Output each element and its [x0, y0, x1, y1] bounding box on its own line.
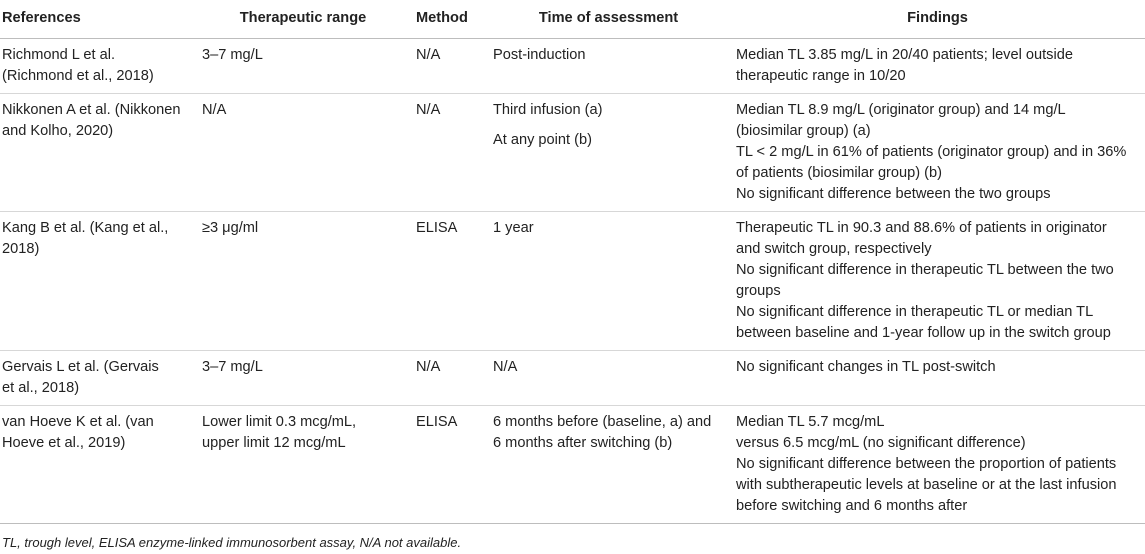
range-line: 3–7 mg/L [202, 47, 263, 63]
reference-line: et al., 2018) [2, 380, 80, 396]
findings-line: before switching and 6 months after [736, 498, 968, 514]
cell-time [487, 351, 730, 406]
header-references: References [0, 0, 196, 39]
reference-line: Gervais L et al. (Gervais [2, 359, 159, 375]
cell-range [196, 212, 410, 351]
cell-reference [0, 406, 196, 524]
findings-line: No significant difference in therapeutic TL or median TL [736, 304, 1094, 320]
reference-line: Kang B et al. (Kang et al., [2, 220, 169, 236]
cell-reference [0, 94, 196, 212]
findings-line: No significant changes in TL post-switch [736, 359, 996, 375]
reference-line: 2018) [2, 241, 40, 257]
reference-line: and Kolho, 2020) [2, 123, 114, 139]
cell-time [487, 94, 730, 212]
findings-line: of patients (biosimilar group) (b) [736, 165, 943, 181]
range-line: upper limit 12 mcg/mL [202, 435, 346, 451]
findings-line: versus 6.5 mcg/mL (no significant difference) [736, 435, 1026, 451]
cell-range [196, 39, 410, 94]
cell-method: N/A [410, 94, 487, 212]
time-line: Post-induction [493, 47, 586, 63]
time-line: 6 months before (baseline, a) and [493, 414, 712, 430]
cell-time [487, 39, 730, 94]
cell-method: N/A [410, 39, 487, 94]
cell-method: ELISA [410, 406, 487, 524]
range-line: N/A [202, 102, 227, 118]
cell-time [487, 406, 730, 524]
table-footnote: TL, trough level, ELISA enzyme-linked immunosorbent assay, N/A not available. [2, 535, 462, 550]
cell-reference [0, 39, 196, 94]
table-row [0, 39, 1145, 94]
cell-findings [730, 406, 1145, 524]
findings-line: Median TL 3.85 mg/L in 20/40 patients; level outside [736, 47, 1073, 63]
time-line: 6 months after switching (b) [493, 435, 673, 451]
findings-line: No significant difference between the two groups [736, 186, 1051, 202]
findings-line: between baseline and 1-year follow up in the switch group [736, 325, 1111, 341]
reference-line: (Richmond et al., 2018) [2, 68, 154, 84]
findings-line: Median TL 8.9 mg/L (originator group) and 14 mg/L [736, 102, 1066, 118]
table-row [0, 94, 1145, 212]
range-line: ≥3 μg/ml [202, 220, 259, 236]
cell-reference [0, 212, 196, 351]
reference-line: Richmond L et al. [2, 47, 116, 63]
cell-findings [730, 94, 1145, 212]
header-method: Method [410, 0, 487, 39]
table-header-row [0, 0, 1145, 39]
cell-findings [730, 351, 1145, 406]
findings-line: Therapeutic TL in 90.3 and 88.6% of patients in originator [736, 220, 1107, 236]
findings-line: with subtherapeutic levels at baseline or at the last infusion [736, 477, 1117, 493]
findings-line: (biosimilar group) (a) [736, 123, 871, 139]
time-line: Third infusion (a) [493, 102, 603, 118]
findings-line: therapeutic range in 10/20 [736, 68, 906, 84]
range-line: 3–7 mg/L [202, 359, 263, 375]
cell-method: ELISA [410, 212, 487, 351]
findings-line: No significant difference between the proportion of patients [736, 456, 1117, 472]
header-findings: Findings [730, 0, 1145, 39]
cell-range [196, 406, 410, 524]
cell-time [487, 212, 730, 351]
cell-findings [730, 39, 1145, 94]
range-line: Lower limit 0.3 mcg/mL, [202, 414, 357, 430]
cell-findings [730, 212, 1145, 351]
table-row [0, 351, 1145, 406]
findings-line: and switch group, respectively [736, 241, 932, 257]
reference-line: Nikkonen A et al. (Nikkonen [2, 102, 181, 118]
reference-line: van Hoeve K et al. (van [2, 414, 154, 430]
time-line: At any point (b) [493, 132, 592, 148]
cell-method: N/A [410, 351, 487, 406]
findings-line: groups [736, 283, 781, 299]
findings-line: TL < 2 mg/L in 61% of patients (originator group) and in 36% [736, 144, 1127, 160]
cell-range [196, 351, 410, 406]
reference-line: Hoeve et al., 2019) [2, 435, 126, 451]
header-time-of-assessment: Time of assessment [487, 0, 730, 39]
findings-line: No significant difference in therapeutic TL between the two [736, 262, 1114, 278]
cell-range [196, 94, 410, 212]
table-row [0, 212, 1145, 351]
header-therapeutic-range: Therapeutic range [196, 0, 410, 39]
time-line: 1 year [493, 220, 534, 236]
table-row [0, 406, 1145, 524]
cell-reference [0, 351, 196, 406]
time-line: N/A [493, 359, 518, 375]
findings-line: Median TL 5.7 mcg/mL [736, 414, 885, 430]
